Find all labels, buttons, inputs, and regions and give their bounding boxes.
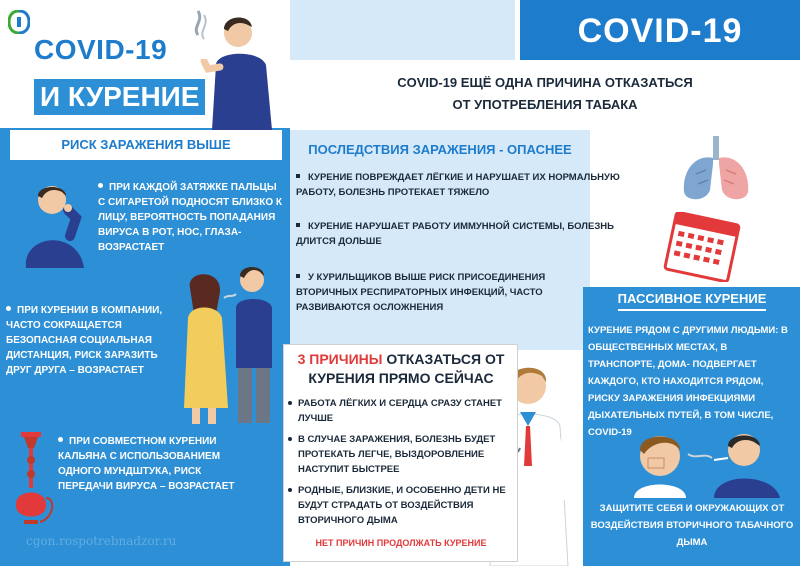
smoking-person-illustration	[12, 178, 92, 268]
logo-icon	[8, 10, 30, 34]
passive-smoking-illustration	[604, 428, 784, 498]
passive-footer: ЗАЩИТИТЕ СЕБЯ И ОКРУЖАЮЩИХ ОТ ВОЗДЕЙСТВИЯ ВТОРИЧНОГО ТАБАЧНОГО ДЫМА	[590, 503, 794, 548]
passive-text: КУРЕНИЕ РЯДОМ С ДРУГИМИ ЛЮДЬМИ: В ОБЩЕСТВЕННЫХ МЕСТАХ, В ТРАНСПОРТЕ, ДОМА- ПОДВЕРГАЕТ КАЖДОГО, КТО НАХОДИТСЯ РЯДОМ, РИСКУ ЗАРАЖЕНИЯ ИНФЕКЦИЯМИ ДЫХАТЕЛЬНЫХ ПУТЕЙ, В ТОМ ЧИСЛЕ, COVID-19	[588, 325, 788, 438]
smoker-illustration	[190, 5, 290, 130]
couple-smoking-illustration	[172, 258, 282, 428]
reasons-title	[288, 350, 514, 388]
bullet-icon	[58, 437, 63, 442]
passive-title-wrap	[590, 290, 794, 311]
hookah-icon	[6, 428, 56, 528]
calendar-icon	[662, 212, 742, 282]
reason-item-2: В СЛУЧАЕ ЗАРАЖЕНИЯ, БОЛЕЗНЬ БУДЕТ ПРОТЕКАТЬ ЛЕГЧЕ, ВЫЗДОРОВЛЕНИЕ НАСТУПИТ БЫСТРЕЕ	[288, 432, 508, 477]
bullet-icon	[98, 183, 103, 188]
reasons-footer: НЕТ ПРИЧИН ПРОДОЛЖАТЬ КУРЕНИЕ	[315, 538, 487, 548]
bullet-icon	[296, 274, 300, 278]
page-title-line1: COVID-19	[34, 34, 168, 65]
consequences-title: ПОСЛЕДСТВИЯ ЗАРАЖЕНИЯ - ОПАСНЕЕ	[308, 142, 572, 157]
reasons-title-highlight: 3 ПРИЧИНЫ	[297, 351, 383, 367]
page-title-line2: И КУРЕНИЕ	[34, 79, 205, 115]
bullet-icon	[296, 174, 300, 178]
passive-title: ПАССИВНОЕ КУРЕНИЕ	[618, 291, 767, 311]
lungs-icon	[676, 134, 756, 204]
consequence-item-2: КУРЕНИЕ НАРУШАЕТ РАБОТУ ИММУННОЙ СИСТЕМЫ, БОЛЕЗНЬ ДЛИТСЯ ДОЛЬШЕ	[296, 221, 614, 247]
risk-item-2: ПРИ КУРЕНИИ В КОМПАНИИ, ЧАСТО СОКРАЩАЕТСЯ БЕЗОПАСНАЯ СОЦИАЛЬНАЯ ДИСТАНЦИЯ, РИСК ЗАРАЗИТЬ ДРУГ ДРУГА – ВОЗРАСТАЕТ	[6, 305, 163, 376]
reason-item-1: РАБОТА ЛЁГКИХ И СЕРДЦА СРАЗУ СТАНЕТ ЛУЧШЕ	[288, 396, 508, 426]
bullet-icon	[296, 223, 300, 227]
subheading: COVID-19 ЕЩЁ ОДНА ПРИЧИНА ОТКАЗАТЬСЯ ОТ УПОТРЕБЛЕНИЯ ТАБАКА	[397, 75, 693, 112]
risk-title: РИСК ЗАРАЖЕНИЯ ВЫШЕ	[10, 130, 282, 160]
reasons-title-rest: ОТКАЗАТЬСЯ ОТ КУРЕНИЯ ПРЯМО СЕЙЧАС	[308, 351, 505, 386]
risk-item-1: ПРИ КАЖДОЙ ЗАТЯЖКЕ ПАЛЬЦЫ С СИГАРЕТОЙ ПОДНОСЯТ БЛИЗКО К ЛИЦУ, ВЕРОЯТНОСТЬ ПОПАДАНИЯ ВИРУСА В РОТ, НОС, ГЛАЗА-ВОЗРАСТАЕТ	[98, 182, 283, 253]
bullet-icon	[6, 306, 11, 311]
consequence-item-1: КУРЕНИЕ ПОВРЕЖДАЕТ ЛЁГКИЕ И НАРУШАЕТ ИХ НОРМАЛЬНУЮ РАБОТУ, БОЛЕЗНЬ ПРОТЕКАЕТ ТЯЖЕЛО	[296, 172, 620, 198]
covid-banner: COVID-19	[520, 0, 800, 60]
reason-item-3: РОДНЫЕ, БЛИЗКИЕ, И ОСОБЕННО ДЕТИ НЕ БУДУТ СТРАДАТЬ ОТ ВОЗДЕЙСТВИЯ ВТОРИЧНОГО ДЫМА	[288, 483, 508, 528]
risk-item-3: ПРИ СОВМЕСТНОМ КУРЕНИИ КАЛЬЯНА С ИСПОЛЬЗОВАНИЕМ ОДНОГО МУНДШТУКА, РИСК ПЕРЕДАЧИ ВИРУСА – ВОЗРАСТАЕТ	[58, 436, 235, 492]
watermark: cgon.rospotrebnadzor.ru	[26, 534, 177, 548]
consequence-item-3: У КУРИЛЬЩИКОВ ВЫШЕ РИСК ПРИСОЕДИНЕНИЯ ВТОРИЧНЫХ РЕСПИРАТОРНЫХ ИНФЕКЦИЙ, ЧАСТО РАЗВИВАЮТСЯ ОСЛОЖНЕНИЯ	[296, 272, 546, 313]
